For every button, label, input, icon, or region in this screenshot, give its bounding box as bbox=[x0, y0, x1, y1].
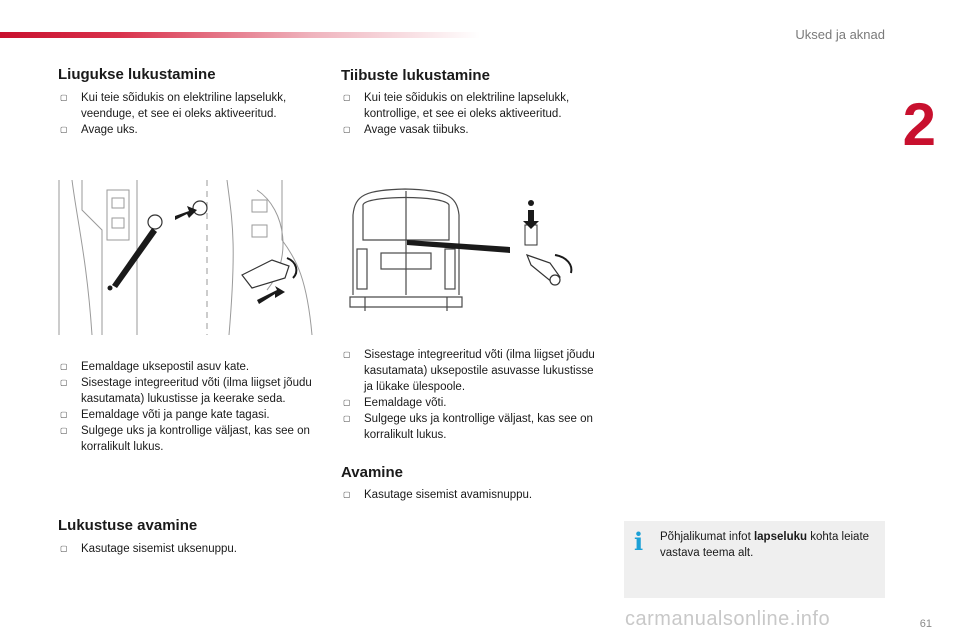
list-item: ▢ Avage uks. bbox=[58, 122, 313, 138]
unlock-steps-list bbox=[58, 541, 313, 557]
key bbox=[527, 255, 560, 285]
list-item: ▢ Eemaldage uksepostil asuv kate. bbox=[58, 359, 313, 375]
list-item: ▢ Kui teie sõidukis on elektriline lapselukk, kontrollige, et see ei oleks aktiveeritud. bbox=[341, 90, 596, 122]
header-accent-bar bbox=[0, 32, 480, 38]
rotate-arrow-icon bbox=[257, 286, 285, 304]
list-item: ▢ Kui teie sõidukis on elektriline lapselukk, veenduge, et see ei oleks aktiveeritud. bbox=[58, 90, 313, 122]
list-item: ▢ Sisestage integreeritud võti (ilma liigset jõudu kasutamata) uksepostile asuvasse lukustisse ja lükake ülespoole. bbox=[341, 347, 601, 395]
list-item: ▢ Avage vasak tiibuks. bbox=[341, 122, 596, 138]
info-icon: i bbox=[634, 527, 644, 556]
open-steps-list bbox=[341, 487, 601, 503]
info-text: Põhjalikumat infot lapseluku kohta leiate vastava teema alt. bbox=[660, 531, 870, 559]
list-item: ▢ Kasutage sisemist avamisnuppu. bbox=[341, 487, 601, 503]
left-title: Liugukse lukustamine bbox=[58, 66, 216, 83]
list-item: ▢ Sulgege uks ja kontrollige väljast, kas see on korralikult lukus. bbox=[341, 411, 601, 443]
section-header: Uksed ja aknad bbox=[795, 27, 885, 42]
left-steps-list bbox=[58, 359, 313, 455]
left-intro-list bbox=[58, 90, 313, 138]
sliding-door-lock-illustration bbox=[57, 180, 315, 335]
right-title: Tiibuste lukustamine bbox=[341, 67, 490, 84]
list-item: ▢ Eemaldage võti. bbox=[341, 395, 601, 411]
list-item: ▢ Eemaldage võti ja pange kate tagasi. bbox=[58, 407, 313, 423]
open-title: Avamine bbox=[341, 464, 403, 481]
watermark: carmanualsonline.info bbox=[625, 608, 831, 630]
info-box bbox=[624, 521, 885, 598]
pointer-line bbox=[112, 228, 157, 288]
page-number: 61 bbox=[919, 618, 932, 630]
list-item: ▢ Sisestage integreeritud võti (ilma liigset jõudu kasutamata) lukustisse ja keerake seda. bbox=[58, 375, 313, 407]
right-steps-list bbox=[341, 347, 601, 443]
chapter-number: 2 bbox=[902, 91, 936, 158]
van-rear bbox=[350, 189, 462, 311]
unlock-title: Lukustuse avamine bbox=[58, 517, 198, 534]
cover-and-key bbox=[148, 201, 289, 288]
list-item: ▢ Sulgege uks ja kontrollige väljast, kas see on korralikult lukus. bbox=[58, 423, 313, 455]
info-bold-term: lapseluku bbox=[753, 531, 808, 543]
rear-door-lock-illustration bbox=[345, 185, 595, 315]
right-intro-list bbox=[341, 90, 596, 138]
list-item: ▢ Kasutage sisemist uksenuppu. bbox=[58, 541, 313, 557]
